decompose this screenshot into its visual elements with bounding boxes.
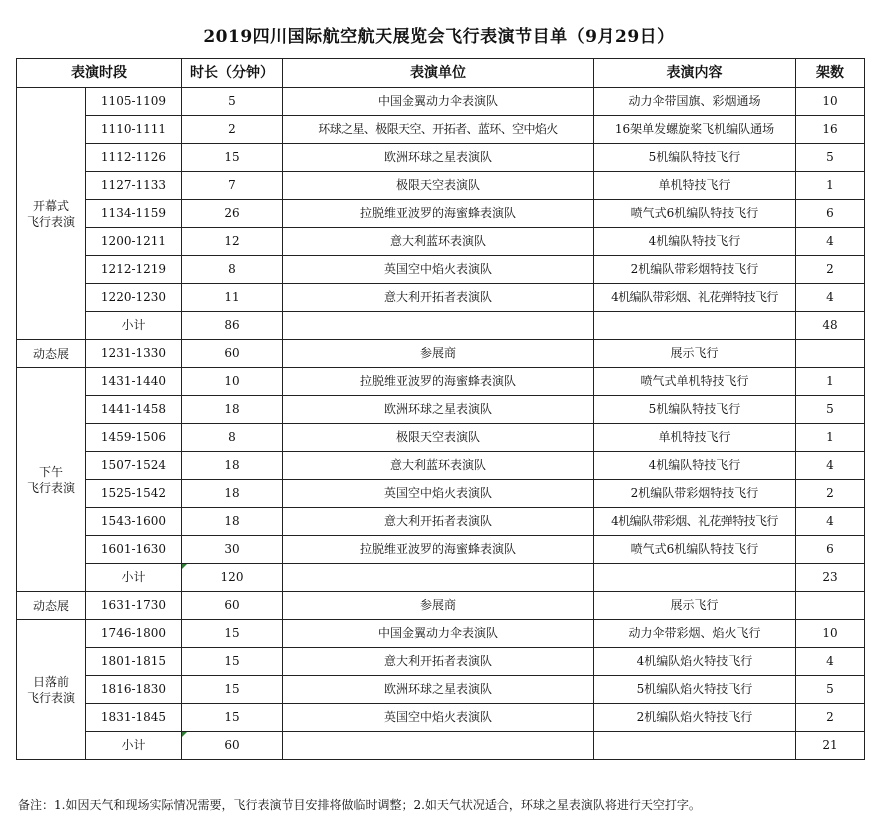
time-cell: 1212-1219: [86, 256, 182, 284]
time-cell: 1525-1542: [86, 480, 182, 508]
empty-cell: [283, 732, 594, 760]
table-row: [17, 676, 865, 704]
count-cell: 1: [796, 368, 865, 396]
time-cell: 1105-1109: [86, 88, 182, 116]
subtotal-duration: 86: [182, 312, 283, 340]
content-cell: 2机编队焰火特技飞行: [594, 704, 796, 732]
unit-cell: 中国金翼动力伞表演队: [283, 620, 594, 648]
header-unit: 表演单位: [283, 59, 594, 88]
content-cell: 4机编队带彩烟、礼花弹特技飞行: [594, 508, 796, 536]
content-cell: 4机编队特技飞行: [594, 452, 796, 480]
count-cell: 4: [796, 228, 865, 256]
subtotal-duration: 60: [182, 732, 283, 760]
unit-cell: 英国空中焰火表演队: [283, 480, 594, 508]
table-row: [17, 452, 865, 480]
header-aircraft: 架数: [796, 59, 865, 88]
content-cell: 展示飞行: [594, 592, 796, 620]
duration-cell: 7: [182, 172, 283, 200]
subtotal-count: 21: [796, 732, 865, 760]
table-row: [17, 116, 865, 144]
unit-cell: 意大利蓝环表演队: [283, 452, 594, 480]
unit-cell: 欧洲环球之星表演队: [283, 676, 594, 704]
unit-cell: 欧洲环球之星表演队: [283, 144, 594, 172]
section-label-static-display: 动态展: [17, 340, 86, 368]
unit-cell: 意大利开拓者表演队: [283, 648, 594, 676]
time-cell: 1631-1730: [86, 592, 182, 620]
content-cell: 动力伞带国旗、彩烟通场: [594, 88, 796, 116]
content-cell: 展示飞行: [594, 340, 796, 368]
subtotal-label: 小计: [86, 312, 182, 340]
table-row: [17, 620, 865, 648]
subtotal-row: [17, 564, 865, 592]
table-row: [17, 144, 865, 172]
unit-cell: 极限天空表演队: [283, 172, 594, 200]
content-cell: 2机编队带彩烟特技飞行: [594, 256, 796, 284]
duration-cell: 60: [182, 592, 283, 620]
duration-cell: 8: [182, 256, 283, 284]
count-cell: 2: [796, 480, 865, 508]
header-duration: 时长（分钟）: [182, 59, 283, 88]
empty-cell: [594, 564, 796, 592]
header-period: 表演时段: [17, 59, 182, 88]
table-row: [17, 648, 865, 676]
count-cell: 4: [796, 508, 865, 536]
table-row: [17, 396, 865, 424]
unit-cell: 参展商: [283, 592, 594, 620]
content-cell: 5机编队焰火特技飞行: [594, 676, 796, 704]
unit-cell: 欧洲环球之星表演队: [283, 396, 594, 424]
content-cell: 单机特技飞行: [594, 172, 796, 200]
section-label-opening: [17, 88, 86, 340]
time-cell: 1507-1524: [86, 452, 182, 480]
count-cell: 2: [796, 256, 865, 284]
duration-cell: 18: [182, 452, 283, 480]
duration-cell: 18: [182, 480, 283, 508]
table-row: [17, 424, 865, 452]
unit-cell: 意大利开拓者表演队: [283, 284, 594, 312]
unit-cell: 极限天空表演队: [283, 424, 594, 452]
table-row: [17, 172, 865, 200]
duration-cell: 15: [182, 620, 283, 648]
time-cell: 1801-1815: [86, 648, 182, 676]
content-cell: 4机编队焰火特技飞行: [594, 648, 796, 676]
empty-cell: [283, 312, 594, 340]
duration-cell: 18: [182, 396, 283, 424]
table-row: [17, 88, 865, 116]
section-name: 日落前 飞行表演: [26, 674, 75, 705]
duration-cell: 2: [182, 116, 283, 144]
duration-cell: 10: [182, 368, 283, 396]
unit-cell: 英国空中焰火表演队: [283, 256, 594, 284]
empty-cell: [594, 732, 796, 760]
subtotal-count: 48: [796, 312, 865, 340]
duration-cell: 8: [182, 424, 283, 452]
content-cell: 4机编队特技飞行: [594, 228, 796, 256]
time-cell: 1127-1133: [86, 172, 182, 200]
count-cell: 4: [796, 452, 865, 480]
unit-cell: 环球之星、极限天空、开拓者、蓝环、空中焰火: [283, 116, 594, 144]
table-row: [17, 340, 865, 368]
count-cell: 1: [796, 424, 865, 452]
section-label-sunset: [17, 620, 86, 760]
count-cell: 5: [796, 676, 865, 704]
duration-cell: 26: [182, 200, 283, 228]
subtotal-duration: 120: [182, 564, 283, 592]
unit-cell: 拉脱维亚波罗的海蜜蜂表演队: [283, 200, 594, 228]
duration-cell: 15: [182, 676, 283, 704]
section-name: 下午 飞行表演: [26, 464, 75, 495]
count-cell: 5: [796, 144, 865, 172]
time-cell: 1543-1600: [86, 508, 182, 536]
table-row: [17, 704, 865, 732]
duration-cell: 30: [182, 536, 283, 564]
time-cell: 1601-1630: [86, 536, 182, 564]
content-cell: 单机特技飞行: [594, 424, 796, 452]
duration-cell: 12: [182, 228, 283, 256]
count-cell: 16: [796, 116, 865, 144]
count-cell: [796, 592, 865, 620]
count-cell: 5: [796, 396, 865, 424]
content-cell: 喷气式单机特技飞行: [594, 368, 796, 396]
time-cell: 1431-1440: [86, 368, 182, 396]
unit-cell: 意大利开拓者表演队: [283, 508, 594, 536]
time-cell: 1816-1830: [86, 676, 182, 704]
duration-cell: 11: [182, 284, 283, 312]
header-row: [17, 59, 865, 88]
table-row: [17, 256, 865, 284]
page-title: 2019四川国际航空航天展览会飞行表演节目单（9月29日）: [203, 27, 675, 47]
unit-cell: 英国空中焰火表演队: [283, 704, 594, 732]
duration-cell: 18: [182, 508, 283, 536]
table-row: [17, 368, 865, 396]
count-cell: 1: [796, 172, 865, 200]
content-cell: 动力伞带彩烟、焰火飞行: [594, 620, 796, 648]
duration-cell: 5: [182, 88, 283, 116]
subtotal-row: [17, 732, 865, 760]
unit-cell: 拉脱维亚波罗的海蜜蜂表演队: [283, 536, 594, 564]
duration-cell: 60: [182, 340, 283, 368]
unit-cell: 中国金翼动力伞表演队: [283, 88, 594, 116]
count-cell: 4: [796, 284, 865, 312]
count-cell: [796, 340, 865, 368]
time-cell: 1231-1330: [86, 340, 182, 368]
table-row: [17, 508, 865, 536]
time-cell: 1134-1159: [86, 200, 182, 228]
unit-cell: 意大利蓝环表演队: [283, 228, 594, 256]
table-row: [17, 228, 865, 256]
count-cell: 6: [796, 200, 865, 228]
unit-cell: 参展商: [283, 340, 594, 368]
subtotal-count: 23: [796, 564, 865, 592]
count-cell: 10: [796, 88, 865, 116]
count-cell: 6: [796, 536, 865, 564]
table-row: [17, 200, 865, 228]
empty-cell: [594, 312, 796, 340]
time-cell: 1220-1230: [86, 284, 182, 312]
empty-cell: [283, 564, 594, 592]
content-cell: 喷气式6机编队特技飞行: [594, 536, 796, 564]
content-cell: 16架单发螺旋桨飞机编队通场: [594, 116, 796, 144]
time-cell: 1746-1800: [86, 620, 182, 648]
content-cell: 喷气式6机编队特技飞行: [594, 200, 796, 228]
content-cell: 5机编队特技飞行: [594, 396, 796, 424]
unit-cell: 拉脱维亚波罗的海蜜蜂表演队: [283, 368, 594, 396]
time-cell: 1831-1845: [86, 704, 182, 732]
time-cell: 1110-1111: [86, 116, 182, 144]
count-cell: 2: [796, 704, 865, 732]
content-cell: 5机编队特技飞行: [594, 144, 796, 172]
section-name: 开幕式 飞行表演: [26, 198, 75, 229]
schedule-table: [16, 58, 865, 760]
table-row: [17, 592, 865, 620]
time-cell: 1441-1458: [86, 396, 182, 424]
section-label-afternoon: [17, 368, 86, 592]
table-row: [17, 284, 865, 312]
table-row: [17, 536, 865, 564]
count-cell: 10: [796, 620, 865, 648]
content-cell: 4机编队带彩烟、礼花弹特技飞行: [594, 284, 796, 312]
subtotal-row: [17, 312, 865, 340]
content-cell: 2机编队带彩烟特技飞行: [594, 480, 796, 508]
footnote: 备注：1.如因天气和现场实际情况需要，飞行表演节目安排将做临时调整；2.如天气状况适合，环球之星表演队将进行天空打字。: [18, 798, 701, 812]
count-cell: 4: [796, 648, 865, 676]
duration-cell: 15: [182, 704, 283, 732]
header-content: 表演内容: [594, 59, 796, 88]
table-row: [17, 480, 865, 508]
time-cell: 1459-1506: [86, 424, 182, 452]
duration-cell: 15: [182, 144, 283, 172]
time-cell: 1112-1126: [86, 144, 182, 172]
subtotal-label: 小计: [86, 732, 182, 760]
duration-cell: 15: [182, 648, 283, 676]
time-cell: 1200-1211: [86, 228, 182, 256]
section-label-static-display: 动态展: [17, 592, 86, 620]
subtotal-label: 小计: [86, 564, 182, 592]
